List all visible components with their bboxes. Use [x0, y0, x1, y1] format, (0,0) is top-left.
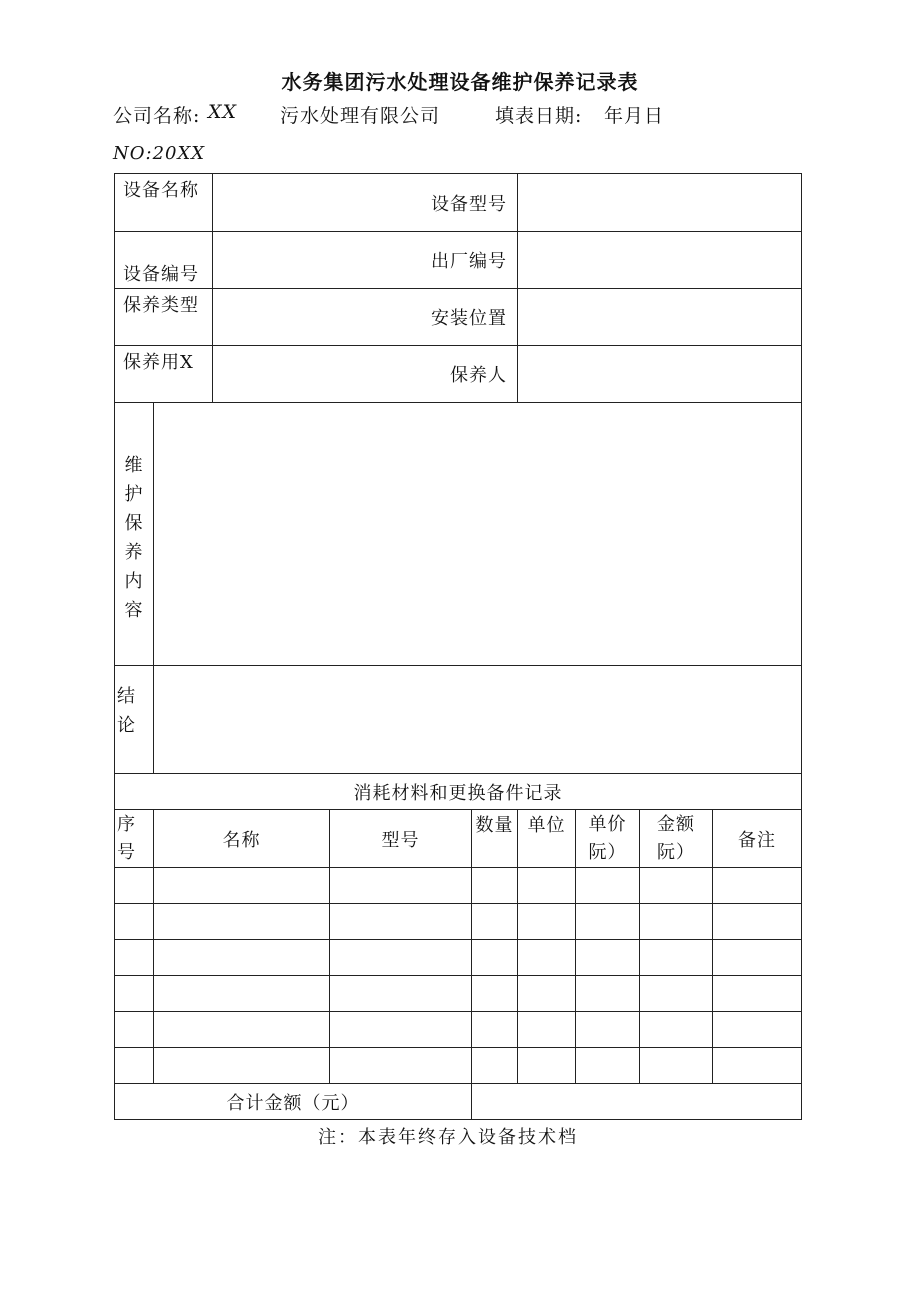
seq-cell[interactable] — [115, 904, 154, 940]
name-cell[interactable] — [154, 976, 330, 1012]
install-location-label: 安装位置 — [213, 289, 518, 346]
amount-cell[interactable] — [640, 1012, 713, 1048]
materials-title-row — [115, 774, 802, 810]
info-row — [115, 289, 802, 346]
col-seq-header-line: 号 — [117, 842, 136, 863]
name-cell[interactable] — [154, 1048, 330, 1084]
maintenance-record-form — [114, 173, 802, 1120]
factory-number-field[interactable] — [518, 232, 802, 289]
equipment-number-label: 设备编号 — [115, 232, 213, 289]
remark-cell[interactable] — [713, 1048, 802, 1084]
footnote: 注：本表年终存入设备技术档 — [318, 1127, 578, 1148]
info-row — [115, 346, 802, 403]
remark-cell[interactable] — [713, 940, 802, 976]
remark-cell[interactable] — [713, 868, 802, 904]
col-remark-header: 备注 — [713, 810, 802, 868]
quantity-cell[interactable] — [472, 868, 518, 904]
content-label-char: 养 — [124, 542, 144, 563]
content-label-char: 保 — [124, 513, 144, 534]
remark-cell[interactable] — [713, 976, 802, 1012]
unit-price-cell[interactable] — [576, 1012, 640, 1048]
record-number: NO:20XX — [113, 143, 206, 164]
name-cell[interactable] — [154, 868, 330, 904]
col-model-header: 型号 — [330, 810, 472, 868]
col-amount-header-line: 阮） — [657, 842, 695, 863]
name-cell[interactable] — [154, 940, 330, 976]
model-cell[interactable] — [330, 904, 472, 940]
conclusion-label — [115, 666, 154, 774]
model-cell[interactable] — [330, 976, 472, 1012]
unit-price-cell[interactable] — [576, 940, 640, 976]
unit-cell[interactable] — [518, 1048, 576, 1084]
page-title: 水务集团污水处理设备维护保养记录表 — [281, 70, 639, 94]
unit-price-cell[interactable] — [576, 868, 640, 904]
quantity-cell[interactable] — [472, 1048, 518, 1084]
model-cell[interactable] — [330, 940, 472, 976]
company-label: 公司名称: — [113, 105, 201, 127]
company-prefix: XX — [208, 101, 238, 123]
unit-price-cell[interactable] — [576, 976, 640, 1012]
seq-cell[interactable] — [115, 976, 154, 1012]
info-row — [115, 232, 802, 289]
unit-price-cell[interactable] — [576, 1048, 640, 1084]
unit-price-cell[interactable] — [576, 904, 640, 940]
install-location-field[interactable] — [518, 289, 802, 346]
materials-section-title: 消耗材料和更换备件记录 — [115, 774, 802, 810]
materials-row — [115, 904, 802, 940]
date-label: 填表日期: — [495, 105, 583, 127]
materials-header-row — [115, 810, 802, 868]
materials-row — [115, 868, 802, 904]
amount-cell[interactable] — [640, 904, 713, 940]
maintainer-field[interactable] — [518, 346, 802, 403]
quantity-cell[interactable] — [472, 976, 518, 1012]
conclusion-label-char: 论 — [117, 715, 136, 736]
conclusion-row — [115, 666, 802, 774]
equipment-model-field[interactable] — [518, 174, 802, 232]
content-row — [115, 403, 802, 666]
remark-cell[interactable] — [713, 1012, 802, 1048]
unit-cell[interactable] — [518, 940, 576, 976]
content-field[interactable] — [154, 403, 802, 666]
total-amount-label: 合计金额（元） — [115, 1084, 472, 1120]
unit-cell[interactable] — [518, 868, 576, 904]
maintenance-period-label: 保养用X — [115, 346, 213, 403]
col-unit-price-header-line: 阮） — [588, 842, 627, 863]
col-amount-header — [640, 810, 713, 868]
col-seq-header — [115, 810, 154, 868]
materials-row — [115, 1012, 802, 1048]
amount-cell[interactable] — [640, 868, 713, 904]
unit-cell[interactable] — [518, 1012, 576, 1048]
equipment-name-label: 设备名称 — [115, 174, 213, 232]
col-amount-header-line: 金额 — [657, 814, 695, 835]
date-value: 年月日 — [604, 105, 665, 127]
conclusion-field[interactable] — [154, 666, 802, 774]
factory-number-label: 出厂编号 — [213, 232, 518, 289]
seq-cell[interactable] — [115, 1012, 154, 1048]
quantity-cell[interactable] — [472, 1012, 518, 1048]
company-name: 污水处理有限公司 — [280, 105, 441, 127]
seq-cell[interactable] — [115, 1048, 154, 1084]
content-label-char: 护 — [124, 484, 144, 505]
remark-cell[interactable] — [713, 904, 802, 940]
name-cell[interactable] — [154, 1012, 330, 1048]
col-quantity-header: 数量 — [472, 810, 518, 868]
model-cell[interactable] — [330, 1012, 472, 1048]
col-unit-price-header-line: 单价 — [588, 814, 627, 835]
model-cell[interactable] — [330, 1048, 472, 1084]
content-label-char: 容 — [124, 600, 144, 621]
col-seq-header-line: 序 — [117, 814, 136, 835]
amount-cell[interactable] — [640, 1048, 713, 1084]
content-label-char: 维 — [124, 455, 144, 476]
amount-cell[interactable] — [640, 976, 713, 1012]
col-unit-header: 单位 — [518, 810, 576, 868]
unit-cell[interactable] — [518, 976, 576, 1012]
total-amount-field[interactable] — [472, 1084, 802, 1120]
col-unit-price-header — [576, 810, 640, 868]
quantity-cell[interactable] — [472, 904, 518, 940]
equipment-model-label: 设备型号 — [213, 174, 518, 232]
materials-row — [115, 940, 802, 976]
unit-cell[interactable] — [518, 904, 576, 940]
conclusion-label-char: 结 — [117, 686, 136, 707]
col-name-header: 名称 — [154, 810, 330, 868]
content-label — [115, 403, 154, 666]
amount-cell[interactable] — [640, 940, 713, 976]
content-label-char: 内 — [124, 571, 144, 592]
materials-row — [115, 1048, 802, 1084]
model-cell[interactable] — [330, 868, 472, 904]
name-cell[interactable] — [154, 904, 330, 940]
quantity-cell[interactable] — [472, 940, 518, 976]
seq-cell[interactable] — [115, 940, 154, 976]
materials-row — [115, 976, 802, 1012]
maintenance-type-label: 保养类型 — [115, 289, 213, 346]
total-row — [115, 1084, 802, 1120]
maintainer-label: 保养人 — [213, 346, 518, 403]
info-row — [115, 174, 802, 232]
seq-cell[interactable] — [115, 868, 154, 904]
